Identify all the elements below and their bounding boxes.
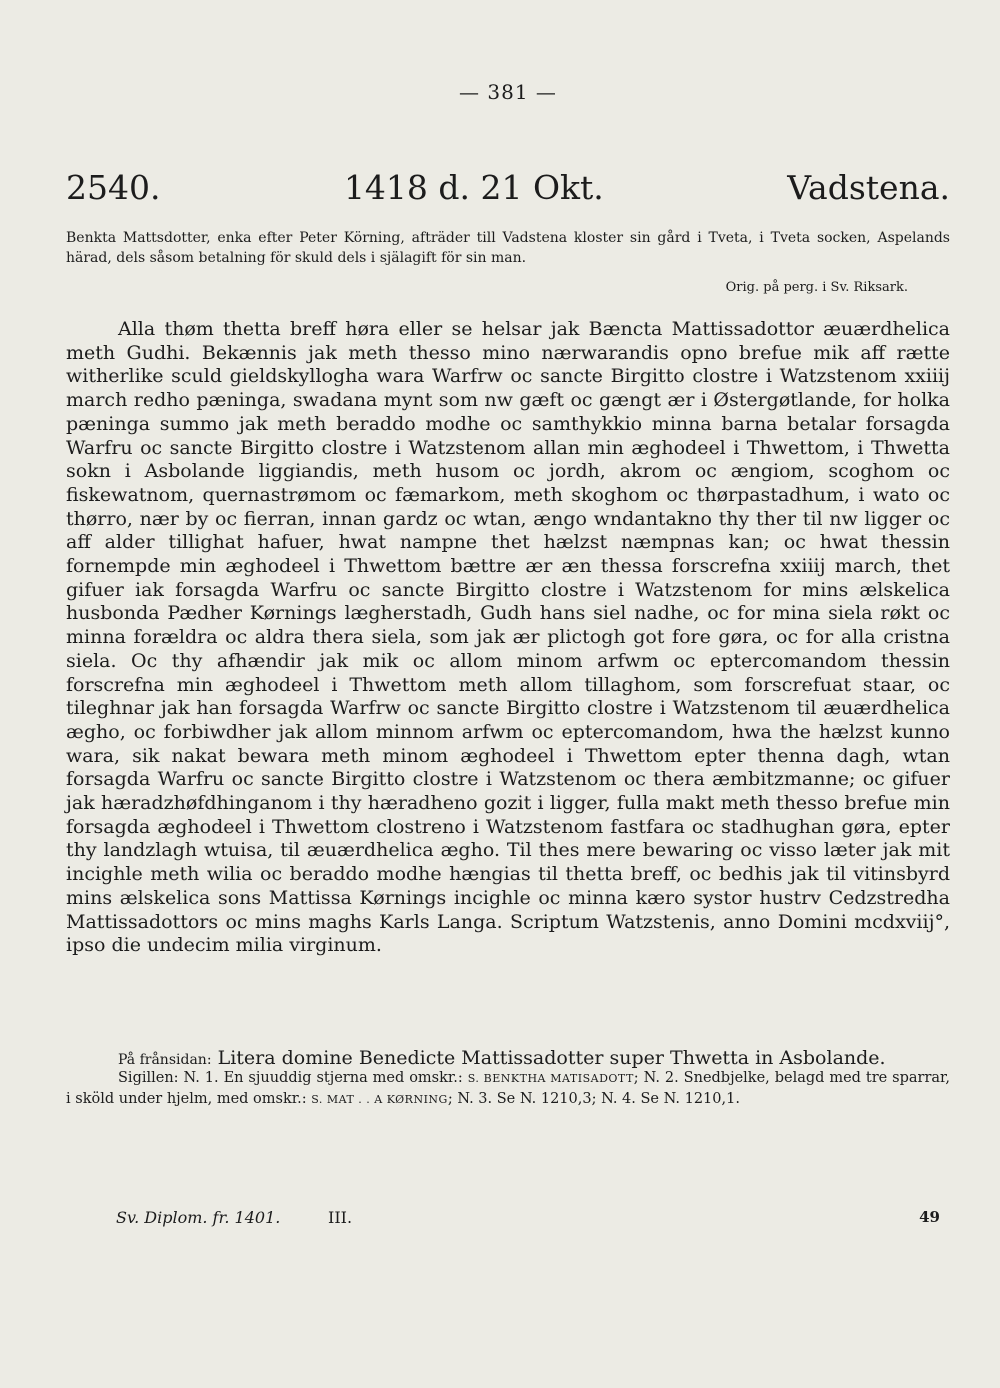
source-note: Orig. på perg. i Sv. Riksark.: [725, 280, 908, 295]
document-summary: Benkta Mattsdotter, enka efter Peter Körning, afträder till Vadstena kloster sin gård i Tveta, i Tveta socken, Aspelands härad, dels såsom betalning för skuld dels i själagift för sin man.: [66, 230, 950, 266]
footer-sheet-number: 49: [919, 1208, 940, 1226]
page-number: — 381 —: [459, 80, 557, 104]
footer-source: Sv. Diplom. fr. 1401.: [116, 1208, 281, 1227]
seals-text-2: ; N. 2. Snedbjelke, belagd med tre sparrar, i sköld under hjelm, med omskr.:: [66, 1070, 950, 1107]
seals-description: [66, 1068, 950, 1110]
seal-legend-1: S. BENKTHA MATISADOTT: [467, 1072, 634, 1085]
endorsement-text: Litera domine Benedicte Mattissadotter super Thwetta in Asbolande.: [217, 1047, 886, 1069]
document-header: [66, 168, 950, 207]
document-place: Vadstena.: [787, 168, 950, 207]
seals-text-1: Sigillen: N. 1. En sjuuddig stjerna med omskr.:: [118, 1070, 463, 1086]
charter-text: Alla thøm thetta breff høra eller se helsar jak Bæncta Mattissadottor æuærdhelica meth Gudhi. Bekænnis jak meth thesso mino nærwarandis opno brefue mik aff rætte witherlike sculd gieldskyllogha wara Warfrw oc sancte Birgitto clostre i Watzstenom xxiiij march redho pæninga, swadana mynt som nw gæft oc gængt ær i Østergøtlande, for holka pæninga summo jak meth beraddo modhe oc samthykkio minna barna betalar forsagda Warfru oc sancte Birgitto clostre i Watzstenom allan min æghodeel i Thwettom, i Thwetta sokn i Asbolande liggiandis, meth husom oc jordh, akrom oc ængiom, scoghom oc fiskewatnom, quernastrømom oc fæmarkom, meth skoghom oc thørpastadhum, i wato oc thørro, nær by oc fierran, innan gardz oc wtan, ængo wndantakno thy ther til nw ligger oc aff alder tillighat hafuer, hwat nampne thet hælzst næmpnas kan; oc hwat thessin fornempde min æghodeel i Thwettom bættre ær æn thessa forscrefna xxiiij march, thet gifuer iak forsagda Warfru oc sancte Birgitto clostre i Watzstenom for mins ælskelica husbonda Pædher Kørnings lægherstadh, Gudh hans siel nadhe, oc for mina siela røkt oc minna forældra oc aldra thera siela, som jak ær plictogh got fore gøra, oc for alla cristna siela. Oc thy afhændir jak mik oc allom minom arfwm oc eptercomandom thessin forscrefna min æghodeel i Thwettom meth allom tillaghom, som forscrefuat staar, oc tileghnar jak han forsagda Warfrw oc sancte Birgitto clostre i Watzstenom til æuærdhelica ægho, oc forbiwdher jak allom minnom arfwm oc eptercomandom, hwa the hælzst kunno wara, sik nakat bewara meth minom æghodeel i Thwettom epter thenna dagh, wtan forsagda Warfru oc sancte Birgitto clostre i Watzstenom oc thera æmbitzmanne; oc gifuer jak hæradzhøfdhinganom i thy hæradheno gozit i ligger, fulla makt meth thesso brefue min forsagda æghodeel i Thwettom clostreno i Watzstenom fastfara oc stadhughan gøra, epter thy landzlagh wtuisa, til æuærdhelica ægho. Til thes mere bewaring oc visso læter jak mit incighle meth wilia oc beraddo modhe hængias til thetta breff, oc bedhis jak til vitinsbyrd mins ælskelica sons Mattissa Kørnings incighle oc minna kæro systor hustrv Cedzstredha Mattissadottors oc mins maghs Karls Langa. Scriptum Watzstenis, anno Domini mcdxviij°, ipso die undecim milia virginum.: [66, 318, 950, 957]
seal-legend-2: S. MAT . . A KØRNING: [311, 1093, 448, 1106]
document-date: 1418 d. 21 Okt.: [343, 168, 604, 207]
page-content: [66, 0, 950, 1388]
seals-text-3: ; N. 3. Se N. 1210,3; N. 4. Se N. 1210,1.: [447, 1091, 740, 1107]
endorsement-label: På frånsidan:: [118, 1052, 212, 1068]
document-number: 2540.: [66, 168, 161, 207]
footer-volume: III.: [328, 1208, 353, 1227]
